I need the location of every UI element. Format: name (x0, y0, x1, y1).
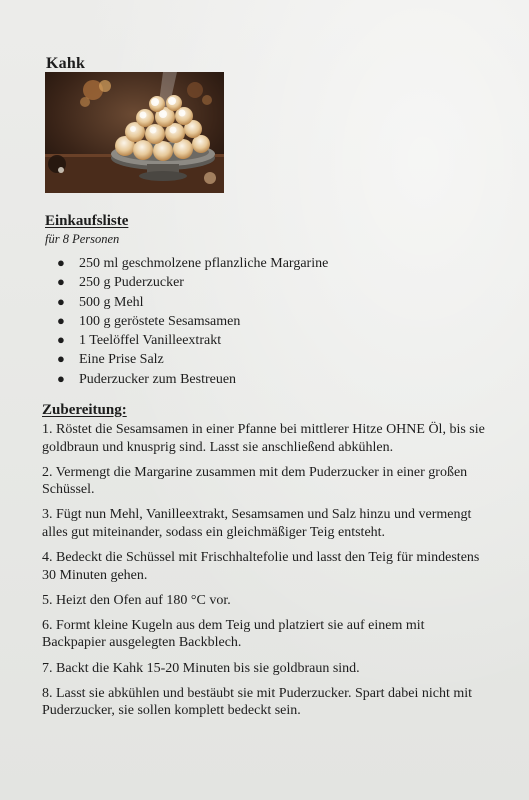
ingredient-list (57, 253, 328, 388)
ingredient-item: ● Puderzucker zum Bestreuen (57, 370, 237, 387)
bullet-icon: ● (57, 274, 65, 290)
ingredient-item: ● 500 g Mehl (57, 293, 144, 310)
servings-note: für 8 Personen (45, 232, 120, 246)
preparation-step: 6. Formt kleine Kugeln aus dem Teig und platziert sie auf einem mit Backpapier ausgelegten Backblech. (42, 617, 425, 651)
ingredient-item: ● Eine Prise Salz (57, 351, 164, 368)
shopping-list-heading: Einkaufsliste (45, 213, 129, 229)
preparation-step: 4. Bedeckt die Schüssel mit Frischhaltefolie und lasst den Teig für mindestens 30 Minuten gehen. (42, 550, 480, 583)
bullet-icon: ● (57, 332, 65, 348)
ingredient-item: ● 250 ml geschmolzene pflanzliche Margarine (57, 255, 329, 271)
recipe-title: Kahk (46, 55, 86, 72)
preparation-step: 5. Heizt den Ofen auf 180 °C vor. (42, 592, 231, 608)
recipe-photo (45, 72, 224, 193)
bullet-icon: ● (57, 351, 65, 367)
ingredient-item: ● 1 Teelöffel Vanilleextrakt (57, 332, 222, 349)
preparation-step: 2. Vermengt die Margarine zusammen mit dem Puderzucker in einer großen Schüssel. (42, 464, 468, 498)
ingredient-item: ● 100 g geröstete Sesamsamen (57, 312, 241, 329)
bullet-icon: ● (57, 312, 65, 328)
preparation-step: 1. Röstet die Sesamsamen in einer Pfanne bei mittlerer Hitze OHNE Öl, bis sie goldbraun und knusprig sind. Lasst sie anschließend abkühlen. (42, 422, 485, 455)
preparation-heading: Zubereitung: (42, 402, 127, 418)
preparation-steps (42, 421, 487, 727)
bullet-icon: ● (57, 293, 65, 309)
preparation-step: 7. Backt die Kahk 15-20 Minuten bis sie goldbraun sind. (42, 660, 360, 676)
preparation-step: 3. Fügt nun Mehl, Vanilleextrakt, Sesamsamen und Salz hinzu und vermengt alles gut miteinander, sodass ein gleichmäßiger Teig entsteht. (42, 507, 472, 540)
ingredient-item: ● 250 g Puderzucker (57, 274, 184, 291)
bullet-icon: ● (57, 255, 65, 270)
preparation-step: 8. Lasst sie abkühlen und bestäubt sie mit Puderzucker. Spart dabei nicht mit Puderzucker, sie sollen komplett bedeckt sein. (42, 685, 473, 719)
bullet-icon: ● (57, 370, 65, 386)
